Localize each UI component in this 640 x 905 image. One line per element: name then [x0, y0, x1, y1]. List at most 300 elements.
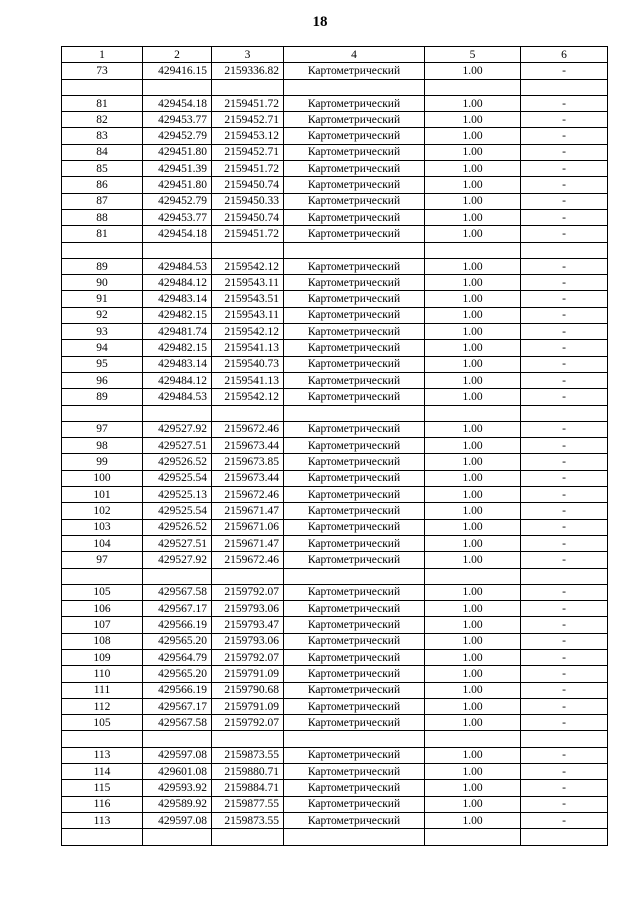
table-cell: 87 — [62, 193, 143, 209]
table-row — [62, 829, 608, 845]
table-cell: Картометрический — [284, 780, 425, 796]
table-cell: 1.00 — [425, 535, 521, 551]
table-cell: 2159541.13 — [212, 340, 284, 356]
table-cell: Картометрический — [284, 633, 425, 649]
table-row — [62, 79, 608, 95]
table-cell: 91 — [62, 291, 143, 307]
table-cell: - — [521, 454, 608, 470]
table-row — [62, 226, 608, 242]
table-row — [62, 764, 608, 780]
table-cell: - — [521, 438, 608, 454]
table-row — [62, 487, 608, 503]
table-cell: - — [521, 519, 608, 535]
table-cell: 81 — [62, 226, 143, 242]
table-cell: Картометрический — [284, 193, 425, 209]
table-cell: Картометрический — [284, 682, 425, 698]
table-cell: Картометрический — [284, 63, 425, 79]
table-cell — [284, 79, 425, 95]
table-row — [62, 275, 608, 291]
table-cell: - — [521, 291, 608, 307]
column-header: 5 — [425, 47, 521, 63]
table-cell: 1.00 — [425, 438, 521, 454]
table-cell: 2159542.12 — [212, 258, 284, 274]
table-cell: 2159873.55 — [212, 812, 284, 828]
table-row — [62, 698, 608, 714]
table-cell: 1.00 — [425, 764, 521, 780]
table-cell: 115 — [62, 780, 143, 796]
table-cell: 94 — [62, 340, 143, 356]
table-cell: 429452.79 — [143, 128, 212, 144]
table-row — [62, 780, 608, 796]
table-cell: 429483.14 — [143, 356, 212, 372]
table-cell: 1.00 — [425, 812, 521, 828]
table-cell — [62, 731, 143, 747]
table-cell: 95 — [62, 356, 143, 372]
table-cell: - — [521, 682, 608, 698]
table-cell: - — [521, 470, 608, 486]
table-cell: 429597.08 — [143, 812, 212, 828]
table-cell — [143, 731, 212, 747]
table-cell: 85 — [62, 161, 143, 177]
table-cell: 1.00 — [425, 372, 521, 388]
table-cell: 1.00 — [425, 519, 521, 535]
table-cell: 109 — [62, 649, 143, 665]
table-cell: Картометрический — [284, 291, 425, 307]
table-cell: 429589.92 — [143, 796, 212, 812]
table-cell: 2159884.71 — [212, 780, 284, 796]
table-row — [62, 747, 608, 763]
table-row — [62, 666, 608, 682]
table-cell — [284, 829, 425, 845]
table-row — [62, 242, 608, 258]
table-cell: - — [521, 764, 608, 780]
table-cell: 107 — [62, 617, 143, 633]
table-cell — [284, 731, 425, 747]
table-row — [62, 405, 608, 421]
table-cell: 92 — [62, 307, 143, 323]
table-row — [62, 258, 608, 274]
table-cell: 429593.92 — [143, 780, 212, 796]
table-row — [62, 356, 608, 372]
table-cell: 111 — [62, 682, 143, 698]
table-cell: 2159792.07 — [212, 649, 284, 665]
table-cell — [212, 405, 284, 421]
table-cell: 2159793.47 — [212, 617, 284, 633]
table-cell: Картометрический — [284, 552, 425, 568]
table-row — [62, 470, 608, 486]
table-row — [62, 63, 608, 79]
column-header: 3 — [212, 47, 284, 63]
table-cell — [425, 568, 521, 584]
table-cell — [521, 731, 608, 747]
table-cell: 429484.53 — [143, 389, 212, 405]
table-cell: 429597.08 — [143, 747, 212, 763]
table-cell: 2159792.07 — [212, 715, 284, 731]
table-cell: 429481.74 — [143, 324, 212, 340]
table-cell: - — [521, 144, 608, 160]
table-cell: Картометрический — [284, 470, 425, 486]
table-cell: - — [521, 356, 608, 372]
table-cell: - — [521, 112, 608, 128]
table-cell: 429451.39 — [143, 161, 212, 177]
table-cell — [284, 405, 425, 421]
table-cell — [143, 79, 212, 95]
table-cell: 1.00 — [425, 698, 521, 714]
table-cell: 1.00 — [425, 128, 521, 144]
table-cell: 98 — [62, 438, 143, 454]
table-cell: - — [521, 601, 608, 617]
table-cell: Картометрический — [284, 161, 425, 177]
table-cell: 2159452.71 — [212, 112, 284, 128]
table-cell: 429453.77 — [143, 209, 212, 225]
table-row — [62, 519, 608, 535]
table-cell: 2159542.12 — [212, 389, 284, 405]
table-cell: 2159672.46 — [212, 552, 284, 568]
table-cell — [143, 568, 212, 584]
table-cell: Картометрический — [284, 258, 425, 274]
table-row — [62, 144, 608, 160]
table-cell: Картометрический — [284, 95, 425, 111]
table-cell: 429527.51 — [143, 535, 212, 551]
table-row — [62, 552, 608, 568]
table-row — [62, 649, 608, 665]
table-cell: - — [521, 552, 608, 568]
column-header: 1 — [62, 47, 143, 63]
table-cell: Картометрический — [284, 812, 425, 828]
table-cell: 2159450.74 — [212, 209, 284, 225]
table-cell: Картометрический — [284, 144, 425, 160]
table-cell: 429451.80 — [143, 144, 212, 160]
table-cell: 2159791.09 — [212, 698, 284, 714]
table-cell: - — [521, 161, 608, 177]
table-cell: 83 — [62, 128, 143, 144]
table-row — [62, 438, 608, 454]
table-cell: 429484.12 — [143, 372, 212, 388]
page-number: 18 — [312, 14, 328, 30]
table-cell: 2159673.44 — [212, 438, 284, 454]
table-cell: - — [521, 372, 608, 388]
table-cell: - — [521, 487, 608, 503]
table-row — [62, 715, 608, 731]
table-cell: 112 — [62, 698, 143, 714]
table-cell — [521, 568, 608, 584]
table-row — [62, 161, 608, 177]
table-cell: 113 — [62, 812, 143, 828]
table-cell: 429564.79 — [143, 649, 212, 665]
table-cell: 1.00 — [425, 112, 521, 128]
table-cell: 1.00 — [425, 193, 521, 209]
table-cell: 1.00 — [425, 226, 521, 242]
table-row — [62, 307, 608, 323]
table-cell: 2159671.47 — [212, 503, 284, 519]
table-cell: 89 — [62, 389, 143, 405]
table-cell: 1.00 — [425, 63, 521, 79]
table-cell: - — [521, 747, 608, 763]
table-cell: Картометрический — [284, 617, 425, 633]
table-cell: 429527.92 — [143, 552, 212, 568]
table-cell: - — [521, 275, 608, 291]
table-cell: Картометрический — [284, 324, 425, 340]
table-cell — [521, 79, 608, 95]
table-cell: 429525.54 — [143, 470, 212, 486]
table-cell: 429526.52 — [143, 454, 212, 470]
table-cell: 1.00 — [425, 209, 521, 225]
table-cell: - — [521, 421, 608, 437]
table-cell: 1.00 — [425, 796, 521, 812]
table-cell: 110 — [62, 666, 143, 682]
table-cell: - — [521, 535, 608, 551]
table-cell: 103 — [62, 519, 143, 535]
table-cell: 429525.54 — [143, 503, 212, 519]
table-cell: 429454.18 — [143, 226, 212, 242]
table-cell: Картометрический — [284, 503, 425, 519]
table-cell: 82 — [62, 112, 143, 128]
table-cell: 2159673.44 — [212, 470, 284, 486]
table-cell: 2159793.06 — [212, 601, 284, 617]
table-cell: 81 — [62, 95, 143, 111]
table-cell: 97 — [62, 421, 143, 437]
table-cell: 1.00 — [425, 324, 521, 340]
table-cell: 429527.51 — [143, 438, 212, 454]
table-cell: 1.00 — [425, 291, 521, 307]
table-cell: 89 — [62, 258, 143, 274]
table-cell: 2159540.73 — [212, 356, 284, 372]
table-cell: 1.00 — [425, 454, 521, 470]
table-cell — [425, 242, 521, 258]
table-cell — [143, 829, 212, 845]
table-header-row — [62, 47, 608, 63]
table-cell — [62, 829, 143, 845]
table-cell: 429484.12 — [143, 275, 212, 291]
table-cell: Картометрический — [284, 649, 425, 665]
table-cell: Картометрический — [284, 177, 425, 193]
table-cell: 429567.17 — [143, 601, 212, 617]
table-cell — [212, 242, 284, 258]
table-cell: 2159793.06 — [212, 633, 284, 649]
table-cell: 2159450.74 — [212, 177, 284, 193]
table-row — [62, 454, 608, 470]
table-cell: 2159541.13 — [212, 372, 284, 388]
table-row — [62, 568, 608, 584]
table-cell: 429453.77 — [143, 112, 212, 128]
table-cell — [425, 405, 521, 421]
table-cell: - — [521, 796, 608, 812]
table-cell: Картометрический — [284, 487, 425, 503]
table-cell — [425, 829, 521, 845]
table-cell: 2159671.06 — [212, 519, 284, 535]
table-cell: 2159453.12 — [212, 128, 284, 144]
table-cell: 2159672.46 — [212, 487, 284, 503]
table-cell: Картометрический — [284, 584, 425, 600]
table-cell: 1.00 — [425, 552, 521, 568]
table-cell — [143, 405, 212, 421]
table-cell: 1.00 — [425, 747, 521, 763]
table-cell: 429527.92 — [143, 421, 212, 437]
table-cell: 2159790.68 — [212, 682, 284, 698]
table-cell: 116 — [62, 796, 143, 812]
table-cell: - — [521, 698, 608, 714]
table-cell — [212, 829, 284, 845]
table-cell: 84 — [62, 144, 143, 160]
table-cell: 429567.17 — [143, 698, 212, 714]
table-cell — [521, 405, 608, 421]
table-cell: 1.00 — [425, 503, 521, 519]
table-cell: 429452.79 — [143, 193, 212, 209]
table-cell: Картометрический — [284, 356, 425, 372]
table-cell: - — [521, 389, 608, 405]
table-cell: 2159673.85 — [212, 454, 284, 470]
table-cell: Картометрический — [284, 796, 425, 812]
table-cell: 2159792.07 — [212, 584, 284, 600]
table-cell: - — [521, 780, 608, 796]
table-cell: 1.00 — [425, 584, 521, 600]
table-cell: Картометрический — [284, 275, 425, 291]
table-cell: 429566.19 — [143, 617, 212, 633]
table-cell: - — [521, 633, 608, 649]
table-cell: 1.00 — [425, 95, 521, 111]
table-cell: 105 — [62, 715, 143, 731]
table-cell: 1.00 — [425, 487, 521, 503]
table-row — [62, 731, 608, 747]
table-cell: 100 — [62, 470, 143, 486]
table-cell: 97 — [62, 552, 143, 568]
table-row — [62, 177, 608, 193]
table-row — [62, 535, 608, 551]
table-row — [62, 193, 608, 209]
table-cell: - — [521, 95, 608, 111]
table-cell: 1.00 — [425, 633, 521, 649]
table-cell: 429451.80 — [143, 177, 212, 193]
table-cell: 1.00 — [425, 649, 521, 665]
column-header: 6 — [521, 47, 608, 63]
table-row — [62, 340, 608, 356]
table-cell — [62, 242, 143, 258]
table-row — [62, 324, 608, 340]
table-cell: 1.00 — [425, 470, 521, 486]
table-cell: 2159336.82 — [212, 63, 284, 79]
table-cell: Картометрический — [284, 519, 425, 535]
table-cell: 2159450.33 — [212, 193, 284, 209]
table-cell: 73 — [62, 63, 143, 79]
table-cell: 429484.53 — [143, 258, 212, 274]
table-cell — [284, 242, 425, 258]
table-cell: 1.00 — [425, 275, 521, 291]
table-cell: 2159543.11 — [212, 307, 284, 323]
table-cell: - — [521, 324, 608, 340]
table-cell: Картометрический — [284, 209, 425, 225]
table-cell: 2159451.72 — [212, 95, 284, 111]
table-row — [62, 584, 608, 600]
table-row — [62, 682, 608, 698]
table-cell: 93 — [62, 324, 143, 340]
table-cell — [212, 568, 284, 584]
table-cell: Картометрический — [284, 666, 425, 682]
table-cell: 429565.20 — [143, 666, 212, 682]
table-cell: 102 — [62, 503, 143, 519]
table-cell — [212, 79, 284, 95]
table-cell: Картометрический — [284, 340, 425, 356]
table-cell — [62, 568, 143, 584]
table-cell: 429567.58 — [143, 715, 212, 731]
table-row — [62, 209, 608, 225]
table-cell: Картометрический — [284, 715, 425, 731]
table-cell: 86 — [62, 177, 143, 193]
table-cell: 88 — [62, 209, 143, 225]
table-cell: 1.00 — [425, 144, 521, 160]
table-cell: - — [521, 307, 608, 323]
table-cell: 429416.15 — [143, 63, 212, 79]
table-cell: 2159671.47 — [212, 535, 284, 551]
table-cell: Картометрический — [284, 112, 425, 128]
table-cell: Картометрический — [284, 454, 425, 470]
table-cell — [62, 405, 143, 421]
table-row — [62, 372, 608, 388]
table-cell: 106 — [62, 601, 143, 617]
table-row — [62, 128, 608, 144]
table-cell: 429525.13 — [143, 487, 212, 503]
table-cell: 429565.20 — [143, 633, 212, 649]
table-cell: 1.00 — [425, 258, 521, 274]
table-cell: 2159672.46 — [212, 421, 284, 437]
table-cell: 429454.18 — [143, 95, 212, 111]
table-cell: Картометрический — [284, 601, 425, 617]
table-cell: 90 — [62, 275, 143, 291]
table-cell: 1.00 — [425, 421, 521, 437]
table-cell: 108 — [62, 633, 143, 649]
table-cell: Картометрический — [284, 438, 425, 454]
table-row — [62, 601, 608, 617]
table-cell: - — [521, 128, 608, 144]
table-row — [62, 617, 608, 633]
table-cell: Картометрический — [284, 372, 425, 388]
table-cell: - — [521, 617, 608, 633]
table-cell: 2159791.09 — [212, 666, 284, 682]
table-cell: 1.00 — [425, 356, 521, 372]
table-cell: - — [521, 193, 608, 209]
table-cell: - — [521, 503, 608, 519]
table-cell: 2159542.12 — [212, 324, 284, 340]
table-body — [62, 63, 608, 845]
table-row — [62, 633, 608, 649]
table-cell: Картометрический — [284, 226, 425, 242]
table-cell: - — [521, 63, 608, 79]
table-row — [62, 503, 608, 519]
table-cell: 114 — [62, 764, 143, 780]
table-cell: 1.00 — [425, 617, 521, 633]
table-cell — [521, 242, 608, 258]
table-cell: 96 — [62, 372, 143, 388]
table-cell: 1.00 — [425, 340, 521, 356]
table-cell: 2159451.72 — [212, 226, 284, 242]
table-cell: 429567.58 — [143, 584, 212, 600]
table-cell: 113 — [62, 747, 143, 763]
column-header: 4 — [284, 47, 425, 63]
table-cell — [143, 242, 212, 258]
table-cell: - — [521, 226, 608, 242]
table-cell: 2159543.51 — [212, 291, 284, 307]
table-cell: 2159873.55 — [212, 747, 284, 763]
table-cell: 429483.14 — [143, 291, 212, 307]
table-cell: - — [521, 340, 608, 356]
table-cell: - — [521, 666, 608, 682]
table-cell: Картометрический — [284, 747, 425, 763]
table-cell: - — [521, 812, 608, 828]
table-cell: Картометрический — [284, 535, 425, 551]
table-row — [62, 291, 608, 307]
table-cell: 1.00 — [425, 780, 521, 796]
table-cell: - — [521, 209, 608, 225]
table-cell — [521, 829, 608, 845]
